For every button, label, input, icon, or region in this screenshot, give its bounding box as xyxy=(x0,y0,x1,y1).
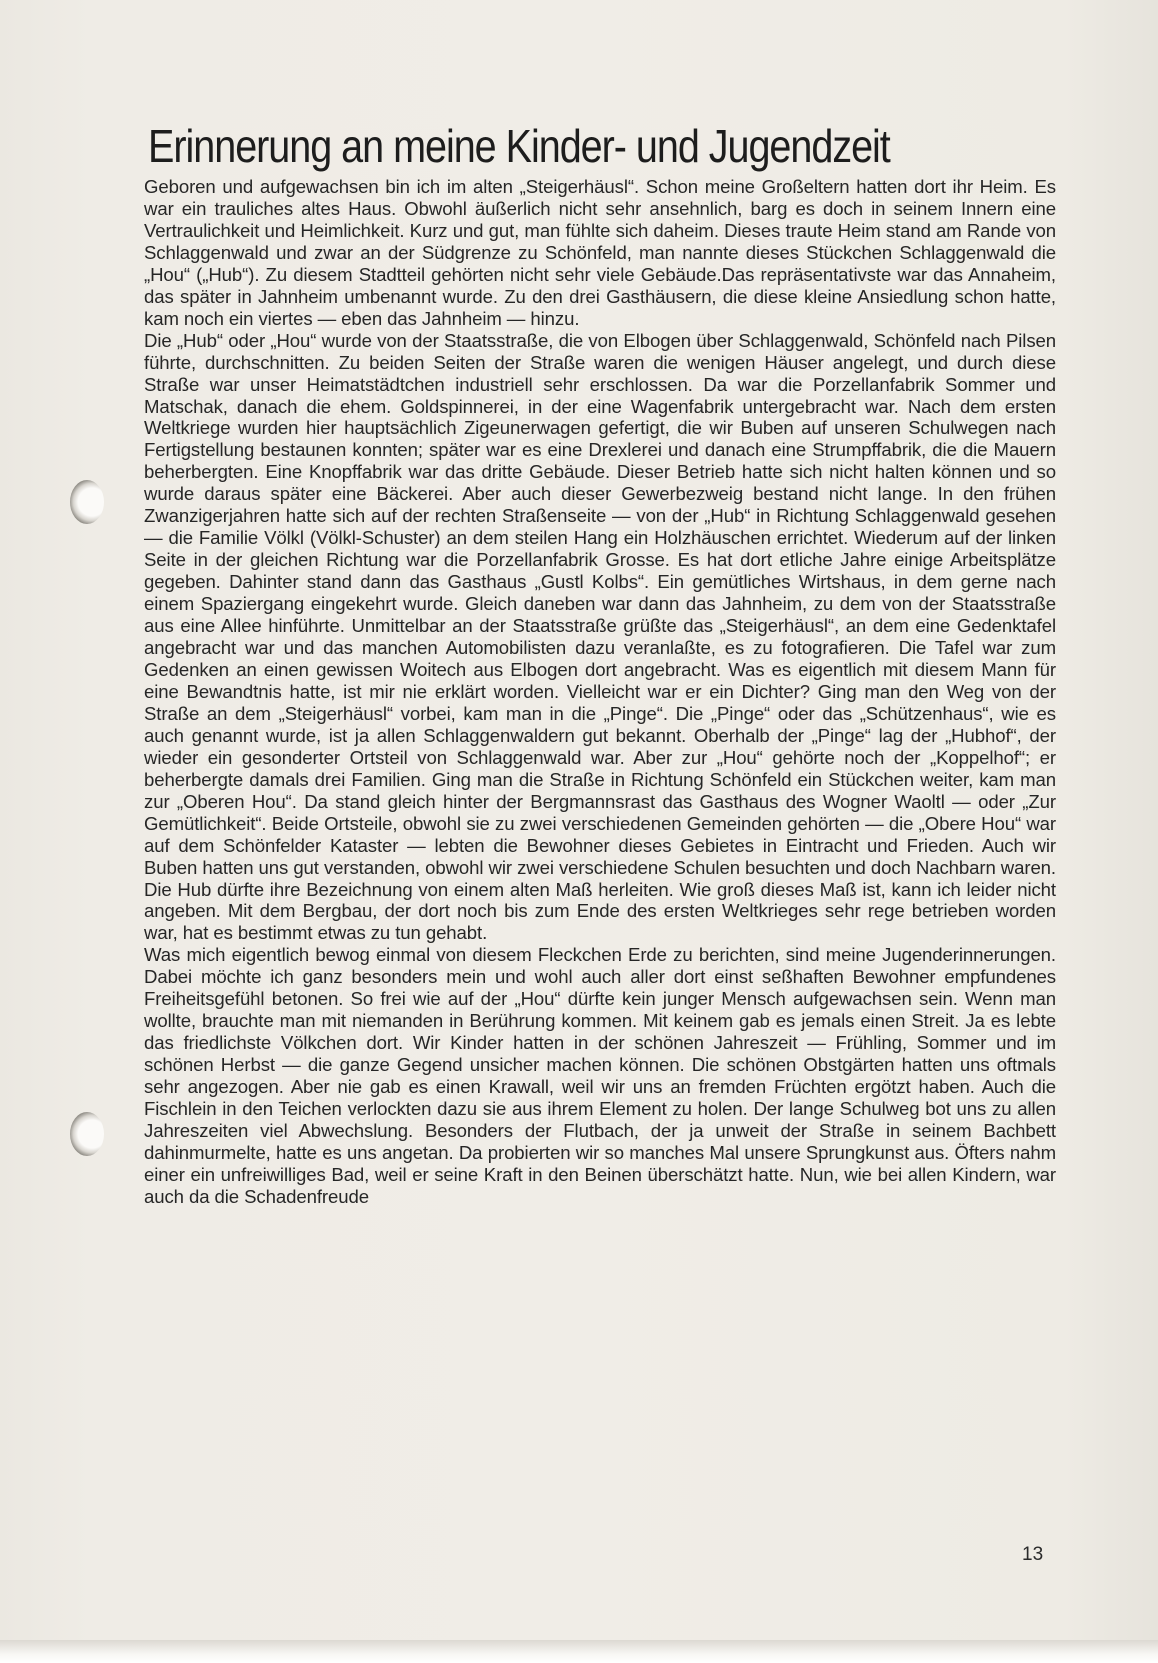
article-body xyxy=(144,176,1056,1208)
punch-hole xyxy=(70,480,104,524)
punch-hole xyxy=(70,1112,104,1156)
page-number: 13 xyxy=(1022,1544,1044,1565)
paragraph: Die „Hub“ oder „Hou“ wurde von der Staatsstraße, die von Elbogen über Schlaggenwald, Schönfeld nach Pilsen führte, durchschnitten. Zu beiden Seiten der Straße waren die wenigen Häuser angelegt, und durch diese Straße war unser Heimatstädtchen industriell sehr erschlossen. Da war die Porzellanfabrik Sommer und Matschak, danach die ehem. Goldspinnerei, in der eine Wagenfabrik untergebracht war. Nach dem ersten Weltkriege wurden hier hauptsächlich Zigeunerwagen gefertigt, die wir Buben auf unseren Schulwegen nach Fertigstellung bestaunen konnten; später war es eine Drexlerei und danach eine Strumpffabrik, die die Mauern beherbergten. Eine Knopffabrik war das dritte Gebäude. Dieser Betrieb hatte sich nicht halten können und so wurde daraus später eine Bäckerei. Aber auch dieser Gewerbezweig bestand nicht lange. In den frühen Zwanzigerjahren hatte sich auf der rechten Straßenseite — von der „Hub“ in Richtung Schlaggenwald gesehen — die Familie Völkl (Völkl-Schuster) an dem steilen Hang ein Holzhäuschen errichtet. Wiederum auf der linken Seite in der gleichen Richtung war die Porzellanfabrik Grosse. Es hat dort etliche Jahre einige Arbeitsplätze gegeben. Dahinter stand dann das Gasthaus „Gustl Kolbs“. Ein gemütliches Wirtshaus, in dem gerne nach einem Spaziergang eingekehrt wurde. Gleich daneben war dann das Jahnheim, zu dem von der Staatsstraße aus eine Allee hinführte. Unmittelbar an der Staatsstraße grüßte das „Steigerhäusl“, an dem eine Gedenktafel angebracht war und das manchen Automobilisten dazu veranlaßte, es zu fotografieren. Die Tafel war zum Gedenken an einen gewissen Woitech aus Elbogen dort angebracht. Was es eigentlich mit diesem Mann für eine Bewandtnis hatte, ist mir nie erklärt worden. Vielleicht war er ein Dichter? Ging man den Weg von der Straße an dem „Steigerhäusl“ vorbei, kam man in die „Pinge“. Die „Pinge“ oder das „Schützenhaus“, wie es auch genannt wurde, ist ja allen Schlaggenwaldern gut bekannt. Oberhalb der „Pinge“ lag der „Hubhof“, der wieder ein gesonderter Ortsteil von Schlaggenwald war. Aber zur „Hou“ gehörte noch der „Koppelhof“; er beherbergte damals drei Familien. Ging man die Straße in Richtung Schönfeld ein Stückchen weiter, kam man zur „Oberen Hou“. Da stand gleich hinter der Bergmannsrast das Gasthaus des Wogner Waoltl — oder „Zur Gemütlichkeit“. Beide Ortsteile, obwohl sie zu zwei verschiedenen Gemeinden gehörten — die „Obere Hou“ war auf dem Schönfelder Kataster — lebten die Bewohner dieses Gebietes in Eintracht und Frieden. Auch wir Buben hatten uns gut verstanden, obwohl wir zwei verschiedene Schulen besuchten und doch Nachbarn waren. Die Hub dürfte ihre Bezeichnung von einem alten Maß herleiten. Wie groß dieses Maß ist, kann ich leider nicht angeben. Mit dem Bergbau, der dort noch bis zum Ende des ersten Weltkrieges sehr rege betrieben worden war, hat es bestimmt etwas zu tun gehabt. xyxy=(144,329,1056,944)
article-title: Erinnerung an meine Kinder- und Jugendzeit xyxy=(148,120,890,172)
page-bottom-edge xyxy=(0,1640,1158,1663)
paragraph: Geboren und aufgewachsen bin ich im alten „Steigerhäusl“. Schon meine Großeltern hatten dort ihr Heim. Es war ein trauliches altes Haus. Obwohl äußerlich nicht sehr ansehnlich, barg es doch in seinem Innern eine Vertraulichkeit und Heimlichkeit. Kurz und gut, man fühlte sich daheim. Dieses traute Heim stand am Rande von Schlaggenwald und zwar an der Südgrenze zu Schönfeld, man nannte dieses Stückchen Schlaggenwald die „Hou“ („Hub“). Zu diesem Stadtteil gehörten nicht sehr viele Gebäude.Das repräsentativste war das Annaheim, das später in Jahnheim umbenannt wurde. Zu den drei Gasthäusern, die diese kleine Ansiedlung schon hatte, kam noch ein viertes — eben das Jahnheim — hinzu. xyxy=(144,176,1056,329)
paragraph: Was mich eigentlich bewog einmal von diesem Fleckchen Erde zu berichten, sind meine Jugenderinnerungen. Dabei möchte ich ganz besonders mein und wohl auch aller dort einst seßhaften Bewohner empfundenes Freiheitsgefühl betonen. So frei wie auf der „Hou“ dürfte kein junger Mensch aufgewachsen sein. Wenn man wollte, brauchte man mit niemanden in Berührung kommen. Mit keinem gab es jemals einen Streit. Ja es lebte das friedlichste Völkchen dort. Wir Kinder hatten in der schönen Jahreszeit — Frühling, Sommer und im schönen Herbst — die ganze Gegend unsicher machen können. Die schönen Obstgärten hatten uns oftmals sehr angezogen. Aber nie gab es einen Krawall, weil wir uns an fremden Früchten ergötzt haben. Auch die Fischlein in den Teichen verlockten dazu sie aus ihrem Element zu holen. Der lange Schulweg bot uns zu allen Jahreszeiten viel Abwechslung. Besonders der Flutbach, der ja unweit der Straße in seinem Bachbett dahinmurmelte, hatte es uns angetan. Da probierten wir so manches Mal unsere Sprungkunst aus. Öfters nahm einer ein unfreiwilliges Bad, weil er seine Kraft in den Beinen überschätzt hatte. Nun, wie bei allen Kindern, war auch da die Schadenfreude xyxy=(144,944,1056,1207)
